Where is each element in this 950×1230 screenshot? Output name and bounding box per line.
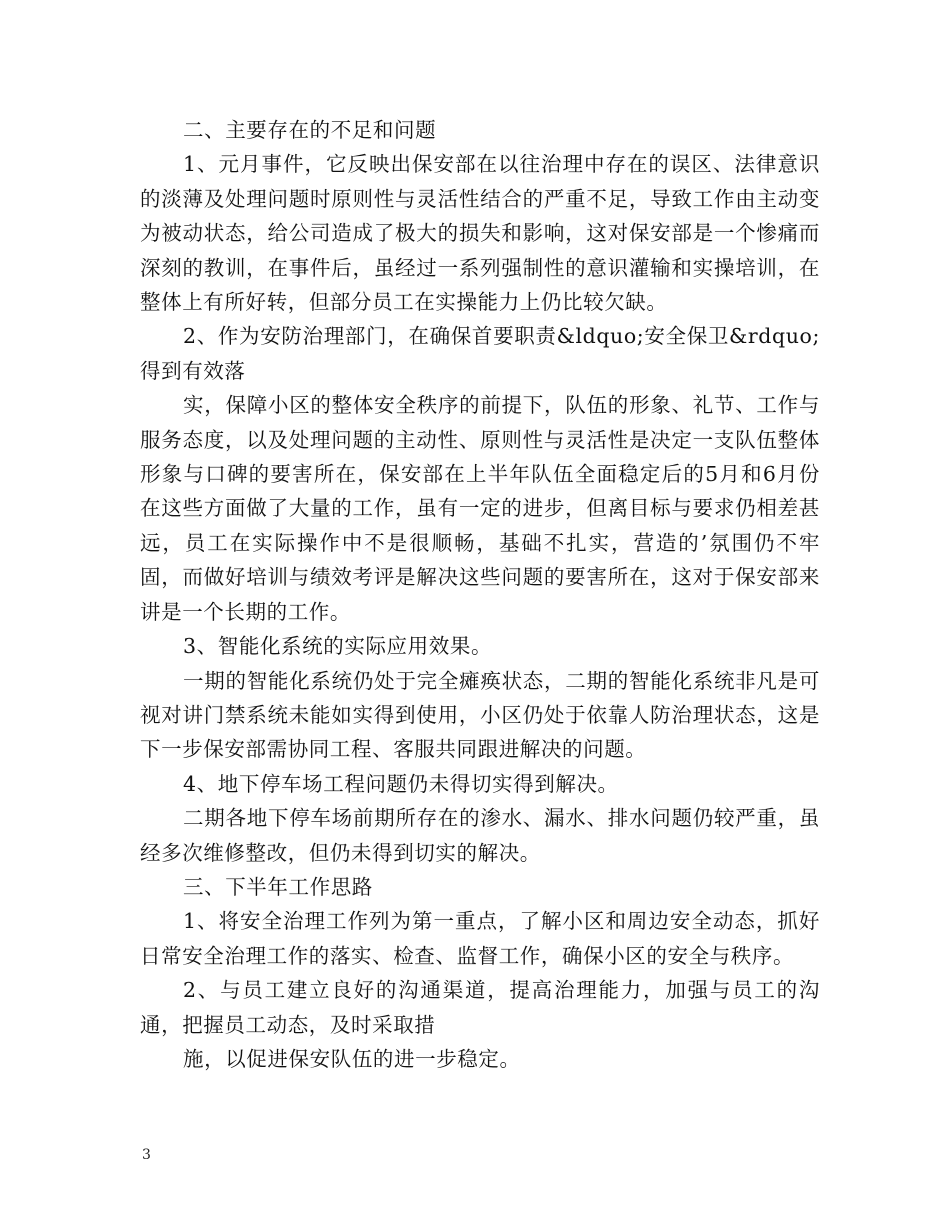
document-body (140, 113, 820, 1076)
subheading-smart-system: 3、智能化系统的实际应用效果。 (183, 634, 493, 659)
paragraph-new-year-incident: 1、元月事件，它反映出保安部在以往治理中存在的误区、法律意识的淡薄及处理问题时原则性与灵活性结合的严重不足，导致工作由主动变为被动状态，给公司造成了极大的损失和影响，这对保安部是一个惨痛而深刻的教训，在事件后，虽经过一系列强制性的意识灌输和实操培训，在整体上有所好转，但部分员工在实操能力上仍比较欠缺。 (140, 152, 820, 315)
paragraph-team-image: 实，保障小区的整体安全秩序的前提下，队伍的形象、礼节、工作与服务态度，以及处理问题的主动性、原则性与灵活性是决定一支队伍整体形象与口碑的要害所在，保安部在上半年队伍全面稳定后的5月和6月份在这些方面做了大量的工作，虽有一定的进步，但离目标与要求仍相差甚远，员工在实际操作中不是很顺畅，基础不扎实，营造的’氛围仍不牢固，而做好培训与绩效考评是解决这些问题的要害所在，这对于保安部来讲是一个长期的工作。 (140, 393, 820, 624)
page-number: 3 (142, 1147, 151, 1163)
paragraph-team-stability: 施，以促进保安队伍的进一步稳定。 (183, 1046, 521, 1071)
paragraph-staff-communication: 2、与员工建立良好的沟通渠道，提高治理能力，加强与员工的沟通，把握员工动态，及时采取措 (140, 978, 820, 1037)
paragraph-security-duty: 2、作为安防治理部门，在确保首要职责&ldquo;安全保卫&rdquo;得到有效落 (140, 324, 820, 383)
section-heading-problems: 二、主要存在的不足和问题 (183, 118, 437, 142)
section-heading-plan: 三、下半年工作思路 (183, 874, 373, 899)
paragraph-safety-priority: 1、将安全治理工作列为第一重点，了解小区和周边安全动态，抓好日常安全治理工作的落实、检查、监督工作，确保小区的安全与秩序。 (140, 909, 820, 968)
paragraph-smart-system: 一期的智能化系统仍处于完全瘫痪状态，二期的智能化系统非凡是可视对讲门禁系统未能如实得到使用，小区仍处于依靠人防治理状态，这是下一步保安部需协同工程、客服共同跟进解决的问题。 (140, 668, 820, 762)
paragraph-parking-garage: 二期各地下停车场前期所存在的渗水、漏水、排水问题仍较严重，虽经多次维修整改，但仍未得到切实的解决。 (140, 806, 820, 865)
subheading-parking-garage: 4、地下停车场工程问题仍未得切实得到解决。 (183, 771, 619, 796)
